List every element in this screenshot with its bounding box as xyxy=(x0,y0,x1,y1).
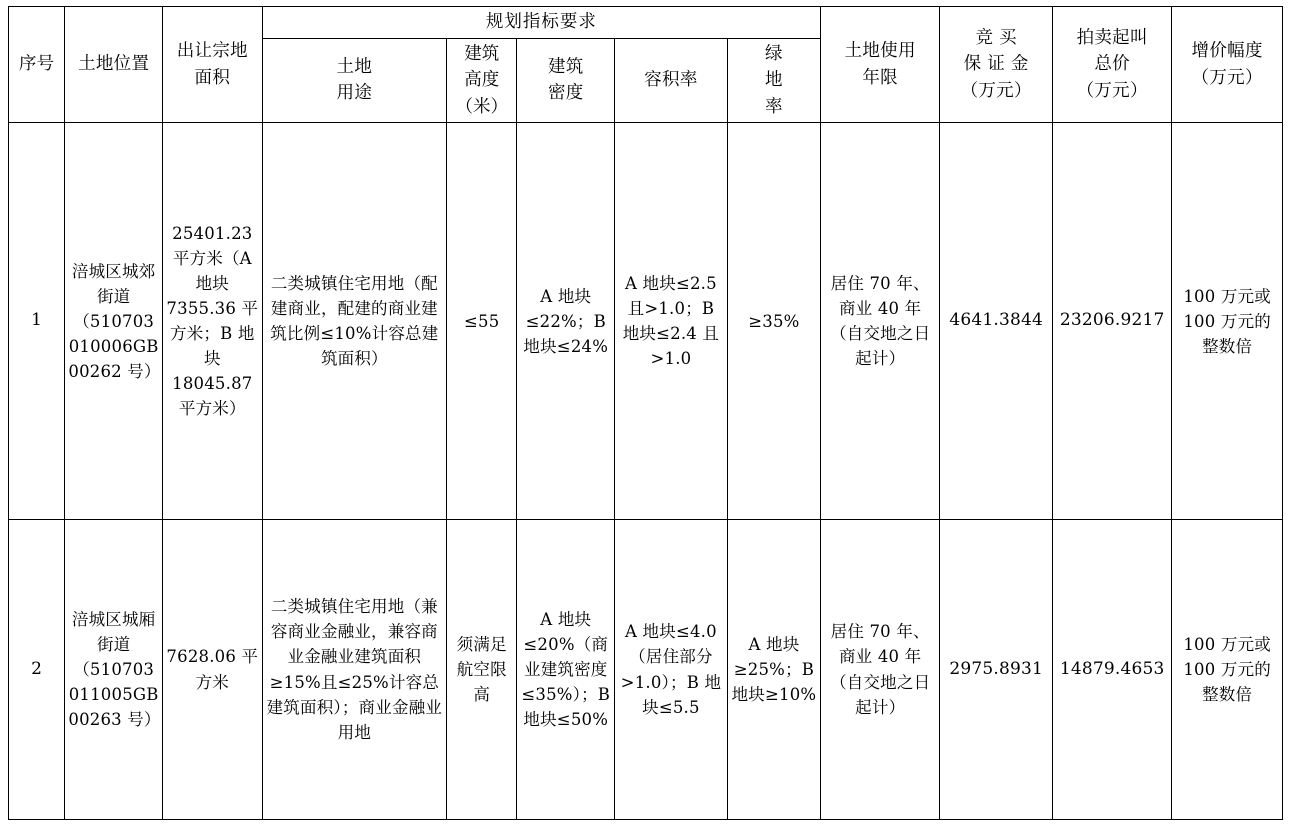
cell-location: 涪城区城郊街道（510703010006GB00262 号） xyxy=(65,123,163,520)
cell-use: 二类城镇住宅用地（兼容商业金融业，兼容商业金融业建筑面积≥15%且≤25%计容总建筑面积）；商业金融业用地 xyxy=(262,520,446,820)
cell-increment: 100 万元或 100 万元的整数倍 xyxy=(1172,123,1283,520)
header-green-line2: 地 xyxy=(765,70,783,91)
header-term xyxy=(821,7,940,123)
cell-seq: 1 xyxy=(9,123,65,520)
header-use-line1: 土地 xyxy=(336,56,373,77)
header-term-line2: 年限 xyxy=(862,67,898,88)
header-term-line1: 土地使用 xyxy=(844,41,916,62)
header-area xyxy=(162,7,262,123)
header-green xyxy=(727,38,820,123)
header-deposit-line1: 竞 买 xyxy=(975,27,1017,48)
header-location: 土地位置 xyxy=(65,7,163,123)
table-row xyxy=(9,520,1283,820)
cell-area: 7628.06 平方米 xyxy=(162,520,262,820)
cell-green: ≥35% xyxy=(727,123,820,520)
cell-green: A 地块≥25%；B 地块≥10% xyxy=(727,520,820,820)
header-increment-line1: 增价幅度 xyxy=(1191,41,1263,62)
cell-increment: 100 万元或 100 万元的整数倍 xyxy=(1172,520,1283,820)
header-increment xyxy=(1172,7,1283,123)
header-price-line3: （万元） xyxy=(1076,80,1148,101)
header-area-line1: 出让宗地 xyxy=(176,41,248,62)
header-price-line1: 拍卖起叫 xyxy=(1076,27,1148,48)
header-density-line1: 建筑 xyxy=(547,56,584,77)
header-price-line2: 总价 xyxy=(1094,54,1130,75)
header-planning-group: 规划指标要求 xyxy=(262,7,820,39)
header-far: 容积率 xyxy=(615,38,728,123)
cell-seq: 2 xyxy=(9,520,65,820)
cell-height: ≤55 xyxy=(447,123,517,520)
header-seq: 序号 xyxy=(9,7,65,123)
cell-location: 涪城区城厢街道（510703011005GB00263 号） xyxy=(65,520,163,820)
header-deposit xyxy=(940,7,1053,123)
header-use xyxy=(262,38,446,123)
cell-price: 14879.4653 xyxy=(1053,520,1172,820)
header-density xyxy=(517,38,615,123)
header-green-line3: 率 xyxy=(765,96,783,117)
header-height-line2: 高度 xyxy=(464,70,500,91)
cell-height: 须满足航空限高 xyxy=(447,520,517,820)
header-height xyxy=(447,38,517,123)
header-deposit-line2: 保 证 金 xyxy=(963,54,1029,75)
header-use-line2: 用途 xyxy=(336,83,373,104)
header-height-line1: 建筑 xyxy=(464,43,500,64)
cell-deposit: 4641.3844 xyxy=(940,123,1053,520)
table-row xyxy=(9,123,1283,520)
cell-use: 二类城镇住宅用地（配建商业，配建的商业建筑比例≤10%计容总建筑面积） xyxy=(262,123,446,520)
header-green-line1: 绿 xyxy=(765,43,783,64)
cell-far: A 地块≤4.0（居住部分>1.0）；B 地块≤5.5 xyxy=(615,520,728,820)
cell-deposit: 2975.8931 xyxy=(940,520,1053,820)
cell-term: 居住 70 年、商业 40 年（自交地之日起计） xyxy=(821,520,940,820)
header-deposit-line3: （万元） xyxy=(960,80,1032,101)
cell-density: A 地块≤22%；B 地块≤24% xyxy=(517,123,615,520)
header-density-line2: 密度 xyxy=(547,83,584,104)
cell-area: 25401.23 平方米（A 地块 7355.36 平方米；B 地块 18045.87 平方米） xyxy=(162,123,262,520)
cell-term: 居住 70 年、商业 40 年（自交地之日起计） xyxy=(821,123,940,520)
header-area-line2: 面积 xyxy=(194,67,231,88)
land-parcel-table xyxy=(8,6,1283,820)
header-increment-line2: （万元） xyxy=(1191,67,1263,88)
cell-density: A 地块≤20%（商业建筑密度≤35%）；B 地块≤50% xyxy=(517,520,615,820)
table-header xyxy=(9,7,1283,123)
cell-far: A 地块≤2.5 且>1.0；B 地块≤2.4 且>1.0 xyxy=(615,123,728,520)
header-price xyxy=(1053,7,1172,123)
header-row-top xyxy=(9,7,1283,39)
header-height-line3: （米） xyxy=(455,96,508,117)
table-body xyxy=(9,123,1283,820)
cell-price: 23206.9217 xyxy=(1053,123,1172,520)
